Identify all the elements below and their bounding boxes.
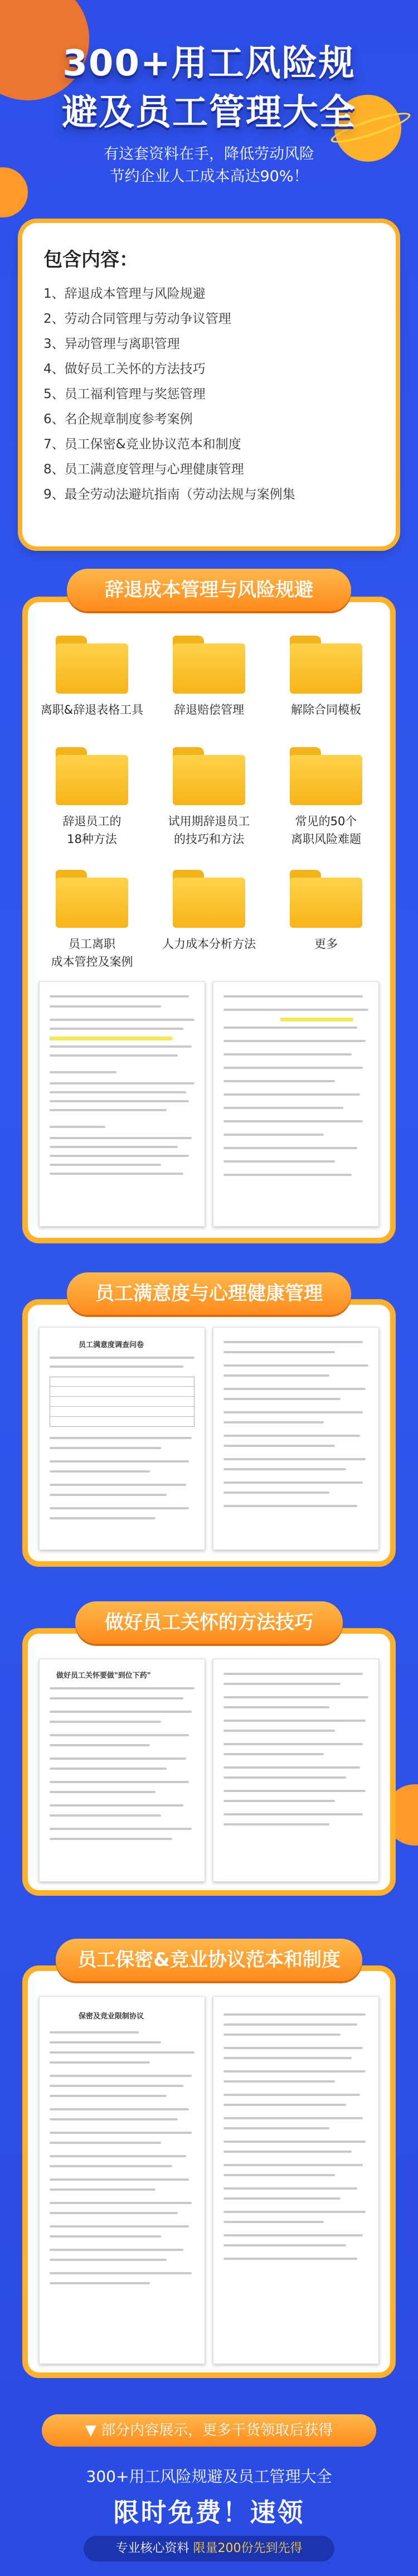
chevron-down-icon: ▼ bbox=[85, 2422, 101, 2439]
contents-item: 1、辞退成本管理与风险规避 bbox=[43, 287, 206, 301]
folder-label: 试用期辞退员工 bbox=[168, 815, 250, 828]
folder-icon bbox=[290, 636, 362, 694]
document-preview bbox=[213, 1327, 379, 1550]
folder-icon bbox=[56, 870, 128, 928]
document-preview bbox=[213, 1996, 379, 2364]
folder-label: 解除合同模板 bbox=[291, 703, 361, 716]
folder-icon bbox=[173, 636, 245, 694]
folder-icon bbox=[290, 870, 362, 928]
hero-title-line1: 300+用工风险规 bbox=[62, 43, 356, 84]
contents-item: 5、员工福利管理与奖惩管理 bbox=[43, 387, 206, 401]
contents-item: 3、异动管理与离职管理 bbox=[43, 337, 180, 351]
folder-label: 辞退员工的 bbox=[62, 815, 121, 828]
folder-label: 成本管控及案例 bbox=[51, 955, 133, 969]
folder-label: 员工离职 bbox=[69, 937, 115, 951]
folder-label: 的技巧和方法 bbox=[174, 832, 244, 846]
more-content-text: 部分内容展示，更多干货领取后获得 bbox=[101, 2422, 333, 2439]
hero bbox=[0, 0, 418, 217]
footer-title: 300+用工风险规避及员工管理大全 bbox=[86, 2467, 332, 2486]
footer-note-highlight: 限量200份先到先得 bbox=[193, 2541, 303, 2555]
document-preview bbox=[39, 1996, 205, 2364]
hero-subtitle-line1: 有这套资料在手，降低劳动风险 bbox=[104, 146, 314, 163]
document-preview bbox=[213, 1659, 379, 1882]
folder-label: 辞退赔偿管理 bbox=[174, 703, 244, 716]
folder-icon bbox=[56, 747, 128, 805]
document-preview bbox=[39, 1659, 205, 1882]
contents-item: 4、做好员工关怀的方法技巧 bbox=[43, 362, 206, 376]
document-preview bbox=[39, 981, 205, 1227]
contents-item: 8、员工满意度管理与心理健康管理 bbox=[43, 462, 244, 477]
contents-item: 2、劳动合同管理与劳动争议管理 bbox=[43, 312, 231, 326]
folder-label: 18种方法 bbox=[67, 832, 117, 846]
folder-icon bbox=[173, 870, 245, 928]
document-preview bbox=[213, 981, 379, 1227]
footer-note-text: 专业核心资料 bbox=[115, 2541, 189, 2555]
folder-label: 离职&辞退表格工具 bbox=[40, 703, 144, 716]
footer-note bbox=[84, 2536, 334, 2562]
section-3-title: 做好员工关怀的方法技巧 bbox=[75, 1601, 343, 1644]
folder-icon bbox=[56, 636, 128, 694]
hero-title-line2: 避及员工管理大全 bbox=[62, 92, 356, 133]
footer-cta[interactable]: 限时免费！速领 bbox=[113, 2497, 305, 2527]
document-preview bbox=[39, 1327, 205, 1550]
document-title: 保密及竞业限制协议 bbox=[79, 2012, 144, 2021]
contents-item: 9、最全劳动法避坑指南（劳动法规与案例集 bbox=[43, 487, 295, 502]
contents-title: 包含内容： bbox=[43, 249, 138, 271]
folder-label: 常见的50个 bbox=[295, 815, 357, 828]
folder-icon bbox=[290, 747, 362, 805]
document-title: 做好员工关怀要做"到位下药" bbox=[56, 1672, 151, 1680]
folder-icon bbox=[173, 747, 245, 805]
document-title: 员工满意度调查问卷 bbox=[79, 1341, 144, 1349]
folder-label: 人力成本分析方法 bbox=[162, 937, 256, 951]
more-content-banner bbox=[42, 2414, 376, 2447]
hero-subtitle-line2: 节约企业人工成本高达90%！ bbox=[109, 168, 309, 185]
section-1-title: 辞退成本管理与风险规避 bbox=[67, 569, 351, 611]
folder-label: 离职风险难题 bbox=[291, 832, 361, 846]
contents-item: 7、员工保密&竞业协议范本和制度 bbox=[43, 437, 241, 452]
folder-label: 更多 bbox=[314, 937, 338, 951]
contents-card bbox=[22, 223, 396, 546]
contents-item: 6、名企规章制度参考案例 bbox=[43, 412, 193, 427]
section-2-title: 员工满意度与心理健康管理 bbox=[67, 1272, 351, 1315]
section-4-title: 员工保密&竞业协议范本和制度 bbox=[56, 1939, 362, 1981]
